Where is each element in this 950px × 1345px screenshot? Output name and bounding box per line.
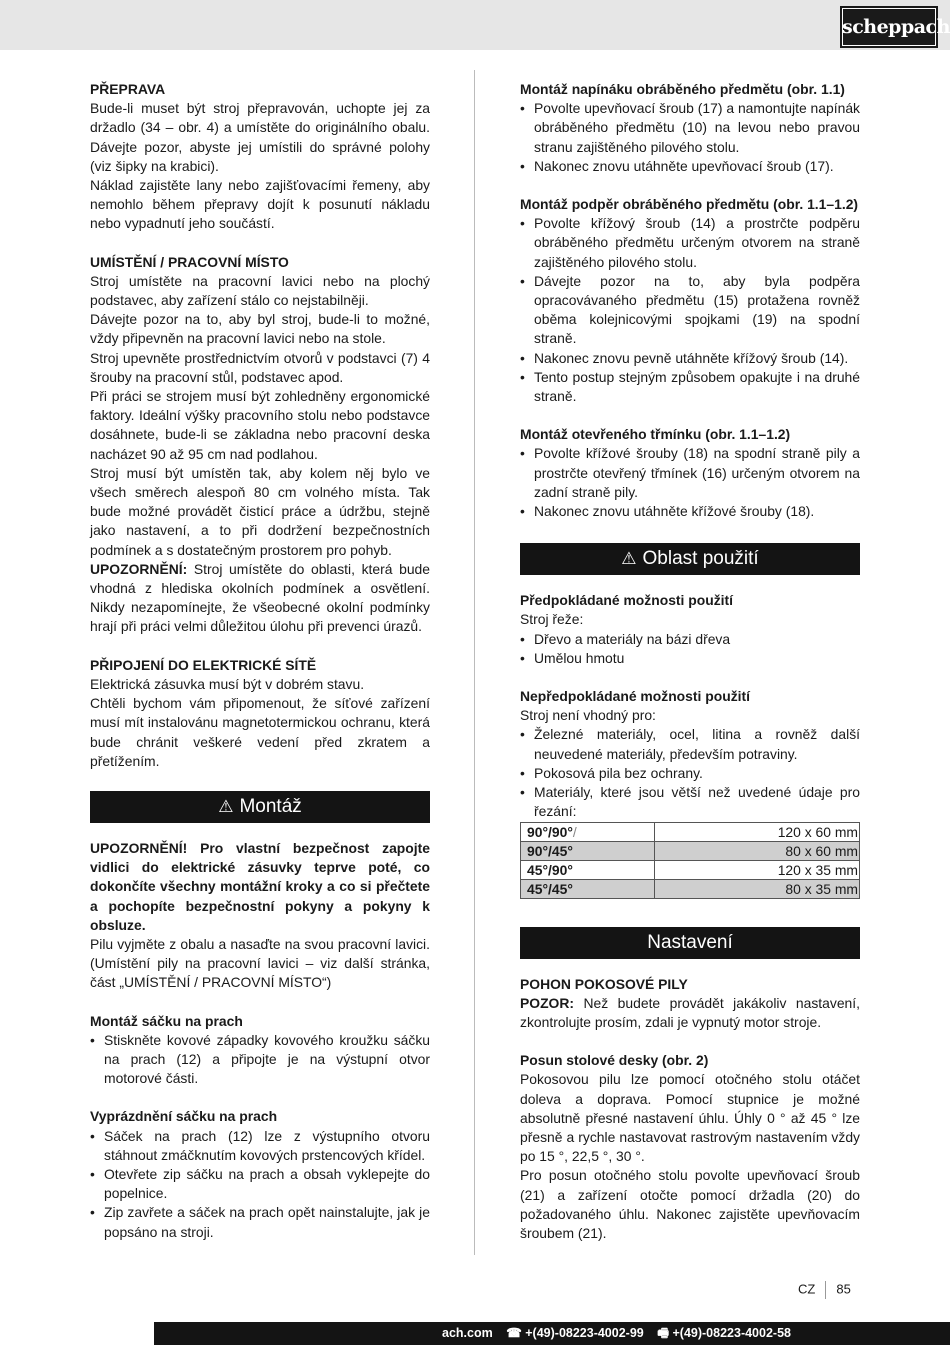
table-cell-size: 120 x 60 mm	[655, 822, 860, 841]
montaz-warning: UPOZORNĚNÍ! Pro vlastní bezpečnost zapojte vidlici do elektrické zásuvky teprve poté, co dokončíte všechny montážní kroky a co si přečtete a pochopíte bezpečnostní pokyny a pokyny k obsluze.	[90, 839, 430, 933]
list-item: • Dávejte pozor na to, aby byla podpěra opracovávaného předmětu (15) protažena rovněž oběma kolejnicovými spojkami (19) na spodní straně.	[520, 272, 860, 349]
predpokladane-intro: Stroj řeže:	[520, 611, 584, 628]
warning-triangle-icon: ⚠	[218, 796, 234, 816]
heading-sacek: Montáž sáčku na prach	[90, 1012, 243, 1029]
preprava-text: Bude-li muset být stroj přepravován, uchopte jej za držadlo (34 – obr. 4) a umístěte do originálního obalu. Dávejte pozor, abyste jej umístili do správné polohy (viz šipky na krabici).	[90, 100, 430, 174]
table-row	[521, 860, 860, 879]
phone-text: ☎ +(49)-08223-4002-99	[506, 1326, 644, 1340]
nepredpokladane-list	[520, 725, 860, 821]
section-bar-nastaveni: Nastavení	[520, 927, 860, 959]
list-item: • Nakonec znovu pevně utáhněte křížový šroub (14).	[520, 349, 860, 368]
pripojeni-p2: Chtěli bychom vám připomenout, že síťové zařízení musí mít instalovánu magnetotermickou ochranu, která bude chránit veškeré vedení před zkratem a přetížením.	[90, 695, 430, 769]
posun-p1: Pokosovou pilu lze pomocí otočného stolu otáčet doleva a doprava. Pomocí stupnice je možné absolutně přesné nastavení úhlu. Úhly 0 ° až 45 ° lze přesně a rychle nastavovat rastrovým nastavením vždy po 15 °, 22,5 °, 30 °.	[520, 1071, 860, 1165]
umisteni-warning	[90, 560, 430, 637]
website-text: ach.com	[442, 1326, 493, 1340]
predpokladane-list	[520, 630, 860, 668]
table-row	[521, 879, 860, 898]
section-bar-oblast-label: Oblast použití	[642, 548, 759, 570]
list-item: • Stiskněte kovové západky kovového kroužku sáčku na prach (12) a připojte je na výstupní otvor motorové části.	[90, 1031, 430, 1089]
language-code: CZ	[798, 1281, 816, 1297]
header-bar	[0, 0, 950, 50]
warning-triangle-icon: ⚠	[621, 549, 637, 569]
table-row	[521, 822, 860, 841]
umisteni-p2: Dávejte pozor na to, aby byl stroj, bude-li to možné, vždy připevněn na pracovní lavici nebo na stole.	[90, 311, 430, 347]
heading-napinak: Montáž napínáku obráběného předmětu (obr. 1.1)	[520, 81, 845, 97]
left-column	[90, 80, 430, 1242]
pohon-text	[520, 994, 860, 1032]
list-item: • Umělou hmotu	[520, 649, 860, 668]
preprava-text-2: Náklad zajistěte lany nebo zajišťovacími řemeny, aby nemohlo během přepravy dojít k posunutí nákladu nebo vypadnutí jeho součástí.	[90, 177, 430, 232]
list-item: • Sáček na prach (12) lze z výstupního otvoru stáhnout zmáčknutím kovových prstencových křídel.	[90, 1127, 430, 1165]
umisteni-p5: Stroj musí být umístěn tak, aby kolem něj bylo ve všech směrech alespoň 80 cm volného místa. Tak bude možné provádět čisticí práce a údržbu, stejně jako nastavení, a to při dodržení bezpečnostních podmínek a s dostatečným prostorem pro pohyb.	[90, 464, 430, 558]
umisteni-p4: Při práci se strojem musí být zohledněny ergonomické faktory. Ideální výšky pracovního stolu nebo podstavce dosáhnete, bude-li se základna nebo pracovní deska nacházet 90 až 95 cm nad podlahou.	[90, 388, 430, 462]
list-item: • Dřevo a materiály na bázi dřeva	[520, 630, 860, 649]
heading-preprava: PŘEPRAVA	[90, 81, 166, 97]
heading-nepredpokladane: Nepředpokládané možnosti použití	[520, 688, 750, 705]
list-item: • Materiály, které jsou větší než uvedené údaje pro řezání:	[520, 783, 860, 821]
list-item: • Povolte křížové šrouby (18) na spodní straně pily a prostrčte otevřený třmínek (16) určeným otvorem na zadní straně pily.	[520, 444, 860, 502]
list-item: • Nakonec znovu utáhněte křížové šrouby (18).	[520, 502, 860, 521]
list-item: • Pokosová pila bez ochrany.	[520, 764, 860, 783]
montaz-p1: Pilu vyjměte z obalu a nasaďte na svou pracovní lavici. (Umístění pily na pracovní lavici – viz další stránka, část „UMÍSTĚNÍ / PRACOVNÍ MÍSTO“)	[90, 935, 430, 991]
page-number: 85	[836, 1281, 851, 1297]
podpery-list	[520, 214, 860, 406]
page-footer	[798, 1281, 851, 1299]
table-cell-size: 80 x 60 mm	[655, 841, 860, 860]
trmen-list	[520, 444, 860, 521]
heading-umisteni: UMÍSTĚNÍ / PRACOVNÍ MÍSTO	[90, 253, 289, 270]
napinak-list	[520, 99, 860, 176]
pripojeni-p1: Elektrická zásuvka musí být v dobrém stavu.	[90, 675, 365, 692]
section-bar-montaz-label: Montáž	[239, 795, 302, 817]
list-item: • Povolte upevňovací šroub (17) a namontujte napínák obráběného předmětu (10) na levou nebo pravou stranu zajištěného pilového stolu.	[520, 99, 860, 157]
list-item: • Nakonec znovu utáhněte upevňovací šroub (17).	[520, 157, 860, 176]
heading-podpery: Montáž podpěr obráběného předmětu (obr. 1.1–1.2)	[520, 196, 859, 213]
fax-text: 🖷 +(49)-08223-4002-58	[657, 1326, 791, 1340]
table-cell-angle: 45°/90°	[521, 860, 655, 879]
right-column	[520, 80, 860, 1243]
heading-pripojeni: PŘIPOJENÍ DO ELEKTRICKÉ SÍTĚ	[90, 656, 317, 673]
column-divider	[474, 70, 475, 1255]
sacek-list	[90, 1031, 430, 1089]
posun-p2: Pro posun otočného stolu povolte upevňovací šroub (21) a zařízení otočte pomocí držadla (20) do požadovaného úhlu. Nakonec zajistěte upevňovacím šroubem (21).	[520, 1167, 860, 1241]
heading-trmen: Montáž otevřeného třmínku (obr. 1.1–1.2)	[520, 426, 791, 443]
bottom-contact-bar	[0, 1322, 950, 1345]
heading-predpokladane: Předpokládané možnosti použití	[520, 592, 734, 609]
vyprazdneni-list	[90, 1127, 430, 1242]
warning-label: UPOZORNĚNÍ:	[90, 560, 188, 577]
list-item: • Zip zavřete a sáček na prach opět nainstalujte, jak je popsáno na stroji.	[90, 1203, 430, 1241]
list-item: • Tento postup stejným způsobem opakujte i na druhé straně.	[520, 368, 860, 406]
heading-posun: Posun stolové desky (obr. 2)	[520, 1052, 709, 1069]
table-cell-angle: 45°/45°	[521, 879, 655, 898]
table-cell-size: 80 x 35 mm	[655, 879, 860, 898]
list-item: • Železné materiály, ocel, litina a rovněž další neuvedené materiály, především potraviny.	[520, 725, 860, 763]
pozor-label: POZOR:	[520, 994, 575, 1011]
table-cell-angle: 90°/45°	[521, 841, 655, 860]
table-cell-size: 120 x 35 mm	[655, 860, 860, 879]
list-item: • Otevřete zip sáčku na prach a obsah vyklepejte do popelnice.	[90, 1165, 430, 1203]
warning-text: Stroj umístěte do oblasti, která bude vhodná z hlediska okolních podmínek a osvětlení. Nikdy nezapomínejte, že všeobecné okolní podmínky hrají při práci velmi důležitou úlohu při prevenci úrazů.	[90, 560, 430, 635]
heading-pohon: POHON POKOSOVÉ PILY	[520, 975, 688, 992]
section-bar-oblast	[520, 543, 860, 575]
pozor-text: Než budete provádět jakákoliv nastavení, zkontrolujte prosím, zdali je vypnutý motor stroje.	[520, 994, 860, 1030]
scheppach-logo: scheppach	[840, 6, 938, 48]
table-row	[521, 841, 860, 860]
umisteni-p1: Stroj umístěte na pracovní lavici nebo na plochý podstavec, aby zařízení stálo co nejstabilněji.	[90, 272, 430, 309]
heading-vyprazdneni: Vyprázdnění sáčku na prach	[90, 1108, 278, 1125]
umisteni-p3: Stroj upevněte prostřednictvím otvorů v podstavci (7) 4 šrouby na pracovní stůl, podstavec apod.	[90, 349, 430, 385]
nepredpokladane-intro: Stroj není vhodný pro:	[520, 707, 656, 724]
list-item: • Povolte křížový šroub (14) a prostrčte podpěru obráběného předmětu určeným otvorem na straně zajištěného pilového stolu.	[520, 214, 860, 272]
table-cell-angle: 90°/90°/	[521, 822, 655, 841]
section-bar-montaz	[90, 791, 430, 823]
cutting-size-table	[520, 822, 860, 899]
